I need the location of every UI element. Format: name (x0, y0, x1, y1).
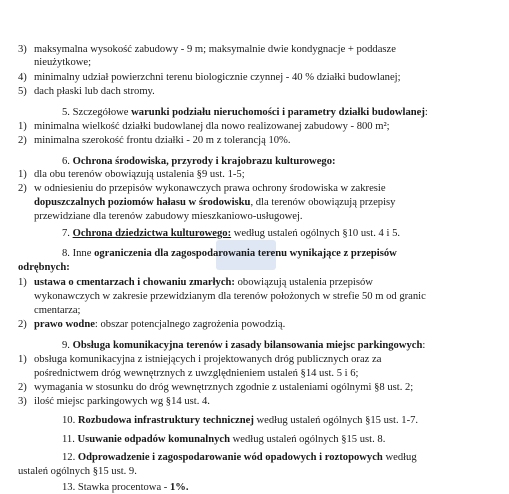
document-page: 3) maksymalna wysokość zabudowy - 9 m; maksymalnie dwie kondygnacje + poddasze nieużytkowe; 4) minimalny udział powierzchni terenu biologicznie czynnej - 40 % działki budowlanej; 5) dach płaski lub dach stromy. 5. Szczegółowe warunki podziału nieruchomości i parametry działki budowlanej: 1) minimalna wielkość działki budowlanej dla nowo realizowanej zabudowy - 800 m²; 2) minimalna szerokość frontu działki - 20 m z tolerancją 10%. 6. Ochrona środowiska, przyrody i krajobrazu kulturowego: 1) dla obu terenów obowiązują ustalenia §9 ust. 1-5; 2) w odniesieniu do przepisów wykonawczych prawa ochrony środowiska w zakresie dopuszczalnych poziomów hałasu w środowisku, dla terenów obowiązują przepisy przewidziane dla terenów zabudowy mieszkaniowo-usługowej. 7. Ochrona dziedzictwa kulturowego: według ustaleń ogólnych §10 ust. 4 i 5. 8. Inne ograniczenia dla zagospodarowania terenu wynikające z przepisów odrębnych: 1) ustawa o cmentarzach i chowaniu zmarłych: obowiązują ustalenia przepisów wykonawczych w zakresie przewidzianym dla terenów położonych w strefie 50 m od granic cmentarza; 2) prawo wodne: obszar potencjalnego zagrożenia powodzią. 9. Obsługa komunikacyjna terenów i zasady bilansowania miejsc parkingowych: 1) obsługa komunikacyjna z istniejących i projektowanych dróg publicznych oraz za pośrednictwem dróg wewnętrznych z uwzględnieniem ustaleń §14 ust. 5 i 6; 2) wymagania w stosunku do dróg wewnętrznych zgodnie z ustaleniami ogólnymi §8 ust. 2; 3) ilość miejsc parkingowych wg §14 ust. 4. 10. Rozbudowa infrastruktury technicznej według ustaleń ogólnych §15 ust. 1-7. 11. Usuwanie odpadów komunalnych według ustaleń ogólnych §15 ust. 8. 12. Odprowadzenie i zagospodarowanie wód opadowych i roztopowych według ustaleń ogólnych §15 ust. 9. 13. Stawka procentowa - 1%. (18, 44, 428, 493)
item-number: 3) (18, 44, 27, 55)
item-text: maksymalna wysokość zabudowy - 9 m; maksymalnie dwie kondygnacje + poddasze (34, 44, 396, 55)
